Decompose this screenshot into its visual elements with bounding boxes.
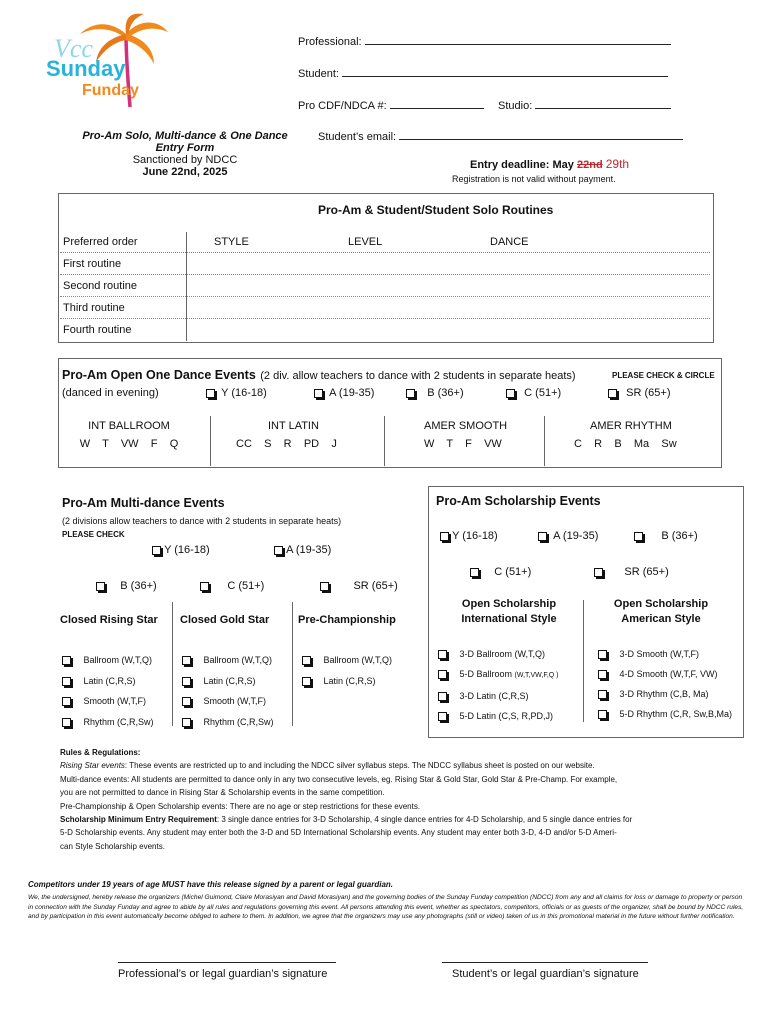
registration-note: Registration is not valid without payment.: [452, 174, 616, 184]
multi-age-sr[interactable]: SR (65+): [320, 580, 398, 592]
solo-row-2: Second routine: [63, 280, 137, 292]
intl-item[interactable]: 5-D Ballroom (W,T,VW,F,Q ): [438, 664, 559, 686]
checkbox-icon[interactable]: [608, 389, 617, 398]
studio-field[interactable]: [535, 96, 671, 109]
multi-col2-item[interactable]: Rhythm (C,R,Sw): [182, 712, 274, 733]
checkbox-icon[interactable]: [182, 677, 191, 686]
one-dance-check-note: PLEASE CHECK & CIRCLE: [612, 371, 715, 380]
student-field[interactable]: [342, 64, 668, 77]
checkbox-icon[interactable]: [438, 692, 447, 701]
checkbox-icon[interactable]: [438, 650, 447, 659]
deadline-new: 29th: [605, 157, 630, 171]
checkbox-icon[interactable]: [62, 656, 71, 665]
checkbox-icon[interactable]: [598, 670, 607, 679]
multi-col1-item[interactable]: Ballroom (W,T,Q): [62, 650, 154, 671]
rules-block: Rules & Regulations: Rising Star events: These events are restricted up to and including the NDCC silver syllabus steps. The NDCC syllabus sheet is posted on our website. Multi-dance events: All students are permitted to dance only in any two consecutive levels, eg. Rising Star & Gold Star, Gold Star & Pre-Champ. For example, you are not permitted to dance in Rising Star & Scholarship events in the same competition. Pre-Championship & Open Scholarship events: There are no age or step restrictions for these events. Scholarship Minimum Entry Requirement: 3 single dance entries for 3-D Scholarship, 4 single dance entries for 4-D Scholarship, and 5 single dance entries for 5-D Scholarship events. Any student may enter both the 3-D and 5D International Scholarship events. Any student may enter both 3-D, 4-D and/or 5-D Ameri- can Style Scholarship events.: [60, 746, 720, 853]
sanctioned-text: Sanctioned by NDCC: [132, 154, 238, 166]
amer-item[interactable]: 4-D Smooth (W,T,F, VW): [598, 664, 732, 684]
amer-item[interactable]: 3-D Smooth (W,T,F): [598, 644, 732, 664]
scholarship-age-sr[interactable]: SR (65+): [594, 566, 669, 578]
intl-item[interactable]: 3-D Ballroom (W,T,Q): [438, 644, 559, 664]
checkbox-icon[interactable]: [206, 389, 215, 398]
checkbox-icon[interactable]: [62, 697, 71, 706]
multi-subtitle: (2 divisions allow teachers to dance with 2 students in separate heats): [62, 516, 342, 526]
multi-col2-title: Closed Gold Star: [180, 614, 270, 626]
form-title-2: Entry Form: [155, 142, 215, 154]
one-dance-age-b[interactable]: B (36+): [406, 387, 464, 399]
solo-title: Pro-Am & Student/Student Solo Routines: [318, 203, 554, 217]
multi-age-y[interactable]: Y (16-18): [152, 544, 210, 556]
checkbox-icon[interactable]: [200, 582, 209, 591]
logo: [40, 12, 170, 112]
email-label: Student’s email:: [318, 131, 397, 143]
checkbox-icon[interactable]: [314, 389, 323, 398]
logo-line1: Vcc: [54, 34, 93, 63]
checkbox-icon[interactable]: [302, 677, 311, 686]
int-latin-dances[interactable]: CC S R PD J: [236, 438, 337, 450]
scholarship-age-c[interactable]: C (51+): [470, 566, 531, 578]
multi-age-b[interactable]: B (36+): [96, 580, 157, 592]
multi-col1-item[interactable]: Latin (C,R,S): [62, 671, 154, 692]
multi-age-a[interactable]: A (19-35): [274, 544, 331, 556]
professional-label: Professional:: [298, 36, 362, 48]
solo-row-1: First routine: [63, 258, 122, 270]
intl-title-2: International Style: [461, 613, 557, 625]
int-ballroom-label: INT BALLROOM: [88, 420, 170, 432]
intl-item[interactable]: 5-D Latin (C,S, R,PD,J): [438, 706, 559, 726]
studio-label: Studio:: [498, 100, 533, 112]
release-text: We, the undersigned, hereby release the organizers (Michel Guimond, Claire Morasiyan and David Morasiyan) and the governing bodies of the Sunday Funday competition (NDCC) from any and all claims for loss or damage to property or person in connection with the Sunday Funday and agree to abide by all rules and regulations governing this event. All persons attending this event, whether as spectators, competitors, officials or as guests of the organizer, shall be bound by NDCC rules, and by participation in this event automatically become obliged to adhere to them. In addition, we agree that the organizers may use any photographs (still or video) taken of us in this promotional material in the future without further notification.: [28, 894, 744, 921]
solo-col-level: LEVEL: [348, 236, 383, 248]
checkbox-icon[interactable]: [152, 546, 161, 555]
multi-age-c[interactable]: C (51+): [200, 580, 264, 592]
multi-col1-item[interactable]: Rhythm (C,R,Sw): [62, 712, 154, 733]
deadline-label: Entry deadline: May: [470, 159, 574, 171]
email-field[interactable]: [399, 127, 683, 140]
pro-cdf-label: Pro CDF/NDCA #:: [298, 100, 387, 112]
checkbox-icon[interactable]: [406, 389, 415, 398]
one-dance-subtitle: (2 div. allow teachers to dance with 2 students in separate heats): [260, 370, 576, 382]
scholarship-title: Pro-Am Scholarship Events: [436, 494, 601, 508]
solo-col-dance: DANCE: [490, 236, 529, 248]
checkbox-icon[interactable]: [302, 656, 311, 665]
one-dance-age-sr[interactable]: SR (65+): [608, 387, 671, 399]
checkbox-icon[interactable]: [62, 677, 71, 686]
multi-col2-item[interactable]: Smooth (W,T,F): [182, 691, 274, 712]
one-dance-age-y[interactable]: Y (16-18): [206, 387, 267, 399]
student-label: Student:: [298, 68, 339, 80]
checkbox-icon[interactable]: [538, 532, 547, 541]
checkbox-icon[interactable]: [320, 582, 329, 591]
intl-title-1: Open Scholarship: [461, 598, 557, 610]
one-dance-age-c[interactable]: C (51+): [506, 387, 561, 399]
checkbox-icon[interactable]: [594, 568, 603, 577]
int-latin-label: INT LATIN: [268, 420, 319, 432]
multi-col3-item[interactable]: Latin (C,R,S): [302, 671, 392, 692]
professional-signature-line[interactable]: [118, 962, 336, 963]
amer-item[interactable]: 3-D Rhythm (C,B, Ma): [598, 684, 732, 704]
logo-line3: Funday: [82, 82, 139, 99]
amer-title-1: Open Scholarship: [613, 598, 709, 610]
amer-smooth-dances[interactable]: W T F VW: [424, 438, 502, 450]
multi-col1-title: Closed Rising Star: [60, 614, 158, 626]
release-title: Competitors under 19 years of age MUST have this release signed by a parent or legal guardian.: [28, 880, 393, 889]
multi-col1-item[interactable]: Smooth (W,T,F): [62, 691, 154, 712]
amer-rhythm-dances[interactable]: C R B Ma Sw: [574, 438, 677, 450]
student-signature-line[interactable]: [442, 962, 648, 963]
checkbox-icon[interactable]: [598, 690, 607, 699]
checkbox-icon[interactable]: [96, 582, 105, 591]
checkbox-icon[interactable]: [634, 532, 643, 541]
amer-item[interactable]: 5-D Rhythm (C,R, Sw,B,Ma): [598, 704, 732, 724]
multi-col2-item[interactable]: Ballroom (W,T,Q): [182, 650, 274, 671]
checkbox-icon[interactable]: [598, 650, 607, 659]
checkbox-icon[interactable]: [470, 568, 479, 577]
multi-col3-title: Pre-Championship: [298, 614, 396, 626]
logo-line2: Sunday: [46, 56, 126, 81]
one-dance-evening: (danced in evening): [62, 387, 159, 399]
one-dance-title: Pro-Am Open One Dance Events: [62, 368, 256, 382]
amer-rhythm-label: AMER RHYTHM: [590, 420, 672, 432]
multi-check-note: PLEASE CHECK: [62, 530, 125, 539]
scholarship-age-a[interactable]: A (19-35): [538, 530, 598, 542]
checkbox-icon[interactable]: [438, 670, 447, 679]
checkbox-icon[interactable]: [182, 656, 191, 665]
checkbox-icon[interactable]: [506, 389, 515, 398]
solo-col-order: Preferred order: [63, 236, 138, 248]
scholarship-age-y[interactable]: Y (16-18): [440, 530, 498, 542]
int-ballroom-dances[interactable]: W T VW F Q: [79, 438, 179, 450]
checkbox-icon[interactable]: [274, 546, 283, 555]
professional-signature-label: Professional’s or legal guardian’s signature: [118, 968, 328, 980]
multi-col2-item[interactable]: Latin (C,R,S): [182, 671, 274, 692]
multi-title: Pro-Am Multi-dance Events: [62, 496, 225, 510]
form-title-1: Pro-Am Solo, Multi-dance & One Dance: [82, 130, 288, 142]
student-signature-label: Student’s or legal guardian’s signature: [452, 968, 639, 980]
deadline-old: 22nd: [576, 159, 603, 171]
checkbox-icon[interactable]: [440, 532, 449, 541]
checkbox-icon[interactable]: [182, 718, 191, 727]
multi-col3-item[interactable]: Ballroom (W,T,Q): [302, 650, 392, 671]
professional-field[interactable]: [365, 32, 671, 45]
solo-row-4: Fourth routine: [63, 324, 132, 336]
one-dance-age-a[interactable]: A (19-35): [314, 387, 374, 399]
amer-title-2: American Style: [621, 613, 701, 625]
intl-item[interactable]: 3-D Latin (C,R,S): [438, 686, 559, 706]
solo-col-style: STYLE: [214, 236, 249, 248]
event-date: June 22nd, 2025: [142, 166, 228, 178]
solo-row-3: Third routine: [63, 302, 125, 314]
rules-title: Rules & Regulations:: [60, 748, 141, 757]
checkbox-icon[interactable]: [62, 718, 71, 727]
scholarship-age-b[interactable]: B (36+): [634, 530, 698, 542]
checkbox-icon[interactable]: [438, 712, 447, 721]
pro-cdf-field[interactable]: [390, 96, 484, 109]
checkbox-icon[interactable]: [598, 710, 607, 719]
amer-smooth-label: AMER SMOOTH: [424, 420, 508, 432]
checkbox-icon[interactable]: [182, 697, 191, 706]
